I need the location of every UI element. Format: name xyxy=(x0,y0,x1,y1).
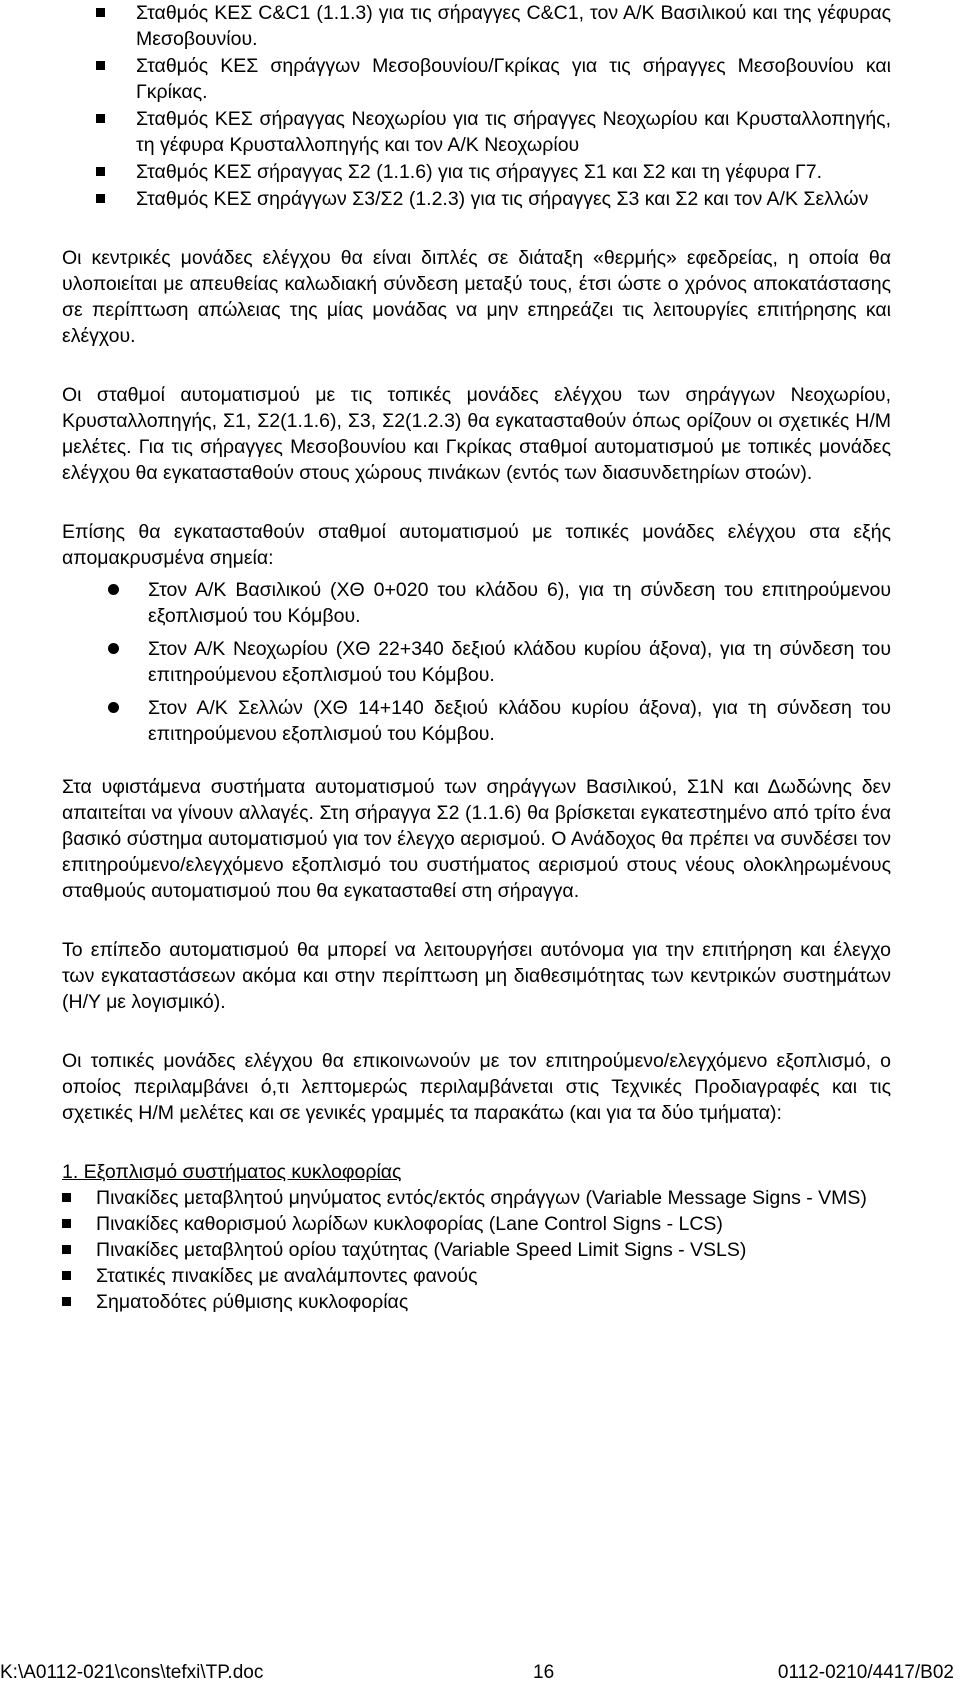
page-footer xyxy=(0,1660,960,1686)
list-item: Στον Α/Κ Σελλών (ΧΘ 14+140 δεξιού κλάδου κυρίου άξονα), για τη σύνδεση του επιτηρούμενου εξοπλισμού του Κόμβου. xyxy=(62,695,891,747)
list-item: Σταθμός ΚΕΣ σηράγγων Μεσοβουνίου/Γκρίκας για τις σήραγγες Μεσοβουνίου και Γκρίκας. xyxy=(62,53,891,105)
paragraph-remote-points-intro: Επίσης θα εγκατασταθούν σταθμοί αυτοματισμού με τοπικές μονάδες ελέγχου στα εξής απομακρυσμένα σημεία: xyxy=(62,521,891,569)
list-item: Στον Α/Κ Βασιλικού (ΧΘ 0+020 του κλάδου 6), για τη σύνδεση του επιτηρούμενου εξοπλισμού του Κόμβου. xyxy=(62,577,891,629)
section-heading: 1. Εξοπλισμό συστήματος κυκλοφορίας xyxy=(62,1161,402,1183)
list-item: Σταθμός ΚΕΣ C&C1 (1.1.3) για τις σήραγγες C&C1, τον Α/Κ Βασιλικού και της γέφυρας Μεσοβουνίου. xyxy=(62,0,891,52)
list-item: Στον Α/Κ Νεοχωρίου (ΧΘ 22+340 δεξιού κλάδου κυρίου άξονα), για τη σύνδεση του επιτηρούμενου εξοπλισμού του Κόμβου. xyxy=(62,636,891,688)
list-item: Σταθμός ΚΕΣ σήραγγας Νεοχωρίου για τις σήραγγες Νεοχωρίου και Κρυσταλλοπηγής, τη γέφυρα Κρυσταλλοπηγής και τον Α/Κ Νεοχωρίου xyxy=(62,106,891,158)
document-page xyxy=(62,0,891,1315)
list-item: Στατικές πινακίδες με αναλάμποντες φανούς xyxy=(62,1263,891,1289)
paragraph-redundancy: Οι κεντρικές μονάδες ελέγχου θα είναι διπλές σε διάταξη «θερμής» εφεδρείας, η οποία θα υλοποιείται με απευθείας καλωδιακή σύνδεση μεταξύ τους, έτσι ώστε ο χρόνος αποκατάστασης σε περίπτωση απώλειας της μίας μονάδας να μην επηρεάζει τις λειτουργίες επιτήρησης και ελέγχου. xyxy=(62,247,891,347)
traffic-equipment-list xyxy=(62,1185,891,1315)
paragraph-existing-systems: Στα υφιστάμενα συστήματα αυτοματισμού των σηράγγων Βασιλικού, Σ1Ν και Δωδώνης δεν απαιτείται να γίνουν αλλαγές. Στη σήραγγα Σ2 (1.1.6) θα βρίσκεται εγκατεστημένο από τρίτο ένα βασικό σύστημα αυτοματισμού για τον έλεγχο αερισμού. Ο Ανάδοχος θα πρέπει να συνδέσει τον επιτηρούμενο/ελεγχόμενο εξοπλισμό του συστήματος αερισμού στους νέους ολοκληρωμένους σταθμούς αυτοματισμού που θα εγκατασταθεί στη σήραγγα. xyxy=(62,776,891,902)
control-stations-list xyxy=(62,0,891,212)
list-item: Πινακίδες μεταβλητού μηνύματος εντός/εκτός σηράγγων (Variable Message Signs - VMS) xyxy=(62,1185,891,1211)
list-item: Σταθμός ΚΕΣ σήραγγας Σ2 (1.1.6) για τις σήραγγες Σ1 και Σ2 και τη γέφυρα Γ7. xyxy=(62,159,891,185)
list-item: Σηματοδότες ρύθμισης κυκλοφορίας xyxy=(62,1289,891,1315)
list-item: Πινακίδες μεταβλητού ορίου ταχύτητας (Variable Speed Limit Signs - VSLS) xyxy=(62,1237,891,1263)
remote-points-list xyxy=(62,577,891,747)
paragraph-autonomous-operation: Το επίπεδο αυτοματισμού θα μπορεί να λειτουργήσει αυτόνομα για την επιτήρηση και έλεγχο των εγκαταστάσεων ακόμα και στην περίπτωση μη διαθεσιμότητας των κεντρικών συστημάτων (Η/Υ με λογισμικό). xyxy=(62,939,891,1013)
footer-document-code: 0112-0210/4417/B02 xyxy=(777,1662,954,1683)
list-item: Πινακίδες καθορισμού λωρίδων κυκλοφορίας (Lane Control Signs - LCS) xyxy=(62,1211,891,1237)
footer-page-number: 16 xyxy=(533,1662,555,1683)
footer-file-path: K:\A0112-021\cons\tefxi\TP.doc xyxy=(0,1662,264,1683)
paragraph-automation-stations: Οι σταθμοί αυτοματισμού με τις τοπικές μονάδες ελέγχου των σηράγγων Νεοχωρίου, Κρυσταλλοπηγής, Σ1, Σ2(1.1.6), Σ3, Σ2(1.2.3) θα εγκατασταθούν όπως ορίζουν οι σχετικές Η/Μ μελέτες. Για τις σήραγγες Μεσοβουνίου και Γκρίκας σταθμοί αυτοματισμού με τοπικές μονάδες ελέγχου θα εγκατασταθούν στους χώρους πινάκων (εντός των διασυνδετηρίων στοών). xyxy=(62,384,891,484)
paragraph-local-units: Οι τοπικές μονάδες ελέγχου θα επικοινωνούν με τον επιτηρούμενο/ελεγχόμενο εξοπλισμό, ο οποίος περιλαμβάνει ό,τι λεπτομερώς περιλαμβάνεται στις Τεχνικές Προδιαγραφές και τις σχετικές Η/Μ μελέτες και σε γενικές γραμμές τα παρακάτω (και για τα δύο τμήματα): xyxy=(62,1050,891,1124)
list-item: Σταθμός ΚΕΣ σηράγγων Σ3/Σ2 (1.2.3) για τις σήραγγες Σ3 και Σ2 και τον Α/Κ Σελλών xyxy=(62,186,891,212)
